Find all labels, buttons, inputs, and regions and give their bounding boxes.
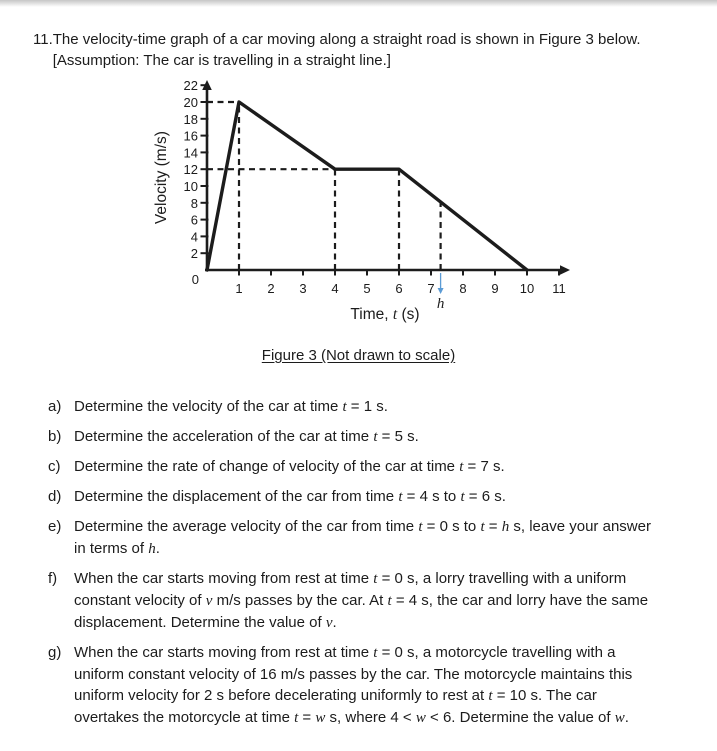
question-label: g) <box>48 644 62 661</box>
question-text: Determine the average velocity of the car from time t = 0 s to t = h s, leave your answer in terms of h. <box>74 518 651 557</box>
question-intro <box>33 29 669 71</box>
question-item-d <box>48 486 696 508</box>
y-tick-label: 6 <box>190 212 198 228</box>
x-tick-label: 2 <box>267 281 275 296</box>
x-tick-label: 5 <box>363 281 371 296</box>
y-tick-label: 20 <box>183 95 198 110</box>
question-label: a) <box>48 398 62 415</box>
y-tick-label: 16 <box>183 128 198 144</box>
x-tick-label: 11 <box>552 281 566 296</box>
question-item-f <box>48 568 696 634</box>
question-item-e <box>48 516 696 560</box>
question-label: f) <box>48 570 58 587</box>
math-variable: t <box>488 688 493 704</box>
question-number: 11. <box>33 31 53 48</box>
y-axis-title: Velocity (m/s) <box>153 131 170 225</box>
question-item-c <box>48 456 696 478</box>
question-intro-text: The velocity-time graph of a car moving along a straight road is shown in Figure 3 below. [Assumption: The car is travelling in a straight line.] <box>52 31 641 69</box>
math-variable: t <box>460 489 465 505</box>
origin-label: 0 <box>191 272 199 287</box>
velocity-time-graph <box>152 78 582 326</box>
x-tick-label: 4 <box>331 281 339 296</box>
math-variable: w <box>614 710 625 726</box>
y-tick-label: 2 <box>190 246 198 262</box>
math-variable: w <box>415 710 426 726</box>
x-tick-label: 3 <box>299 281 307 296</box>
x-axis-title: Time, t (s) <box>350 306 420 323</box>
top-edge-shadow <box>0 0 717 7</box>
x-tick-label: 7 <box>427 281 435 296</box>
math-variable: t <box>294 710 299 726</box>
math-variable: t <box>459 459 464 475</box>
x-tick-label: 6 <box>395 281 403 296</box>
question-text: When the car starts moving from rest at time t = 0 s, a lorry travelling with a uniform constant velocity of v m/s passes by the car. At t = 4 s, the car and lorry have the same displacement. Determine the value of v. <box>74 570 649 631</box>
y-tick-label: 8 <box>190 195 198 211</box>
question-text: Determine the rate of change of velocity of the car at time t = 7 s. <box>74 458 505 475</box>
figure-3 <box>152 78 582 330</box>
y-tick-label: 10 <box>183 179 198 194</box>
math-variable: t <box>418 519 423 535</box>
x-tick-label: 9 <box>491 281 499 296</box>
math-variable: h <box>501 519 510 535</box>
y-tick-label: 4 <box>190 229 198 245</box>
y-tick-label: 12 <box>183 162 198 178</box>
math-variable: w <box>315 710 326 726</box>
x-tick-label: 10 <box>519 281 535 296</box>
velocity-curve <box>207 102 527 270</box>
y-tick-label: 14 <box>183 145 198 161</box>
question-text: Determine the velocity of the car at time t = 1 s. <box>74 398 388 415</box>
x-tick-label: 1 <box>235 281 243 296</box>
question-label: b) <box>48 428 62 445</box>
figure-caption: Figure 3 (Not drawn to scale) <box>261 347 456 364</box>
question-label: d) <box>48 488 62 505</box>
h-marker-arrowhead-icon <box>438 288 444 294</box>
math-variable: t <box>387 593 392 609</box>
math-variable: t <box>373 571 378 587</box>
math-variable: v <box>205 593 213 609</box>
y-tick-label: 18 <box>183 111 198 127</box>
math-variable: t <box>480 519 485 535</box>
question-item-b <box>48 426 696 448</box>
question-text: Determine the displacement of the car from time t = 4 s to t = 6 s. <box>74 488 506 505</box>
math-variable: t <box>398 489 403 505</box>
math-variable: t <box>373 429 378 445</box>
x-tick-label: 8 <box>459 281 467 296</box>
question-item-a <box>48 396 696 418</box>
question-item-g <box>48 642 696 729</box>
question-label: e) <box>48 518 62 535</box>
math-variable: h <box>148 541 156 557</box>
math-variable: v <box>325 615 333 631</box>
h-marker-label: h <box>436 296 445 312</box>
math-variable: t <box>373 645 378 661</box>
y-tick-label: 22 <box>183 78 198 94</box>
question-text: Determine the acceleration of the car at time t = 5 s. <box>74 428 419 445</box>
x-axis-arrow-icon <box>560 265 570 275</box>
questions-list <box>48 396 696 737</box>
question-text: When the car starts moving from rest at time t = 0 s, a motorcycle travelling with a uniform constant velocity of 16 m/s passes by the car. The motorcycle maintains this uniform velocity for 2 s before decelerating uniformly to rest at t = 10 s. The car overtakes the motorcycle at time t = w s, where 4 < w < 6. Determine the value of w. <box>74 644 633 726</box>
question-label: c) <box>48 458 61 475</box>
math-variable: t <box>342 399 347 415</box>
